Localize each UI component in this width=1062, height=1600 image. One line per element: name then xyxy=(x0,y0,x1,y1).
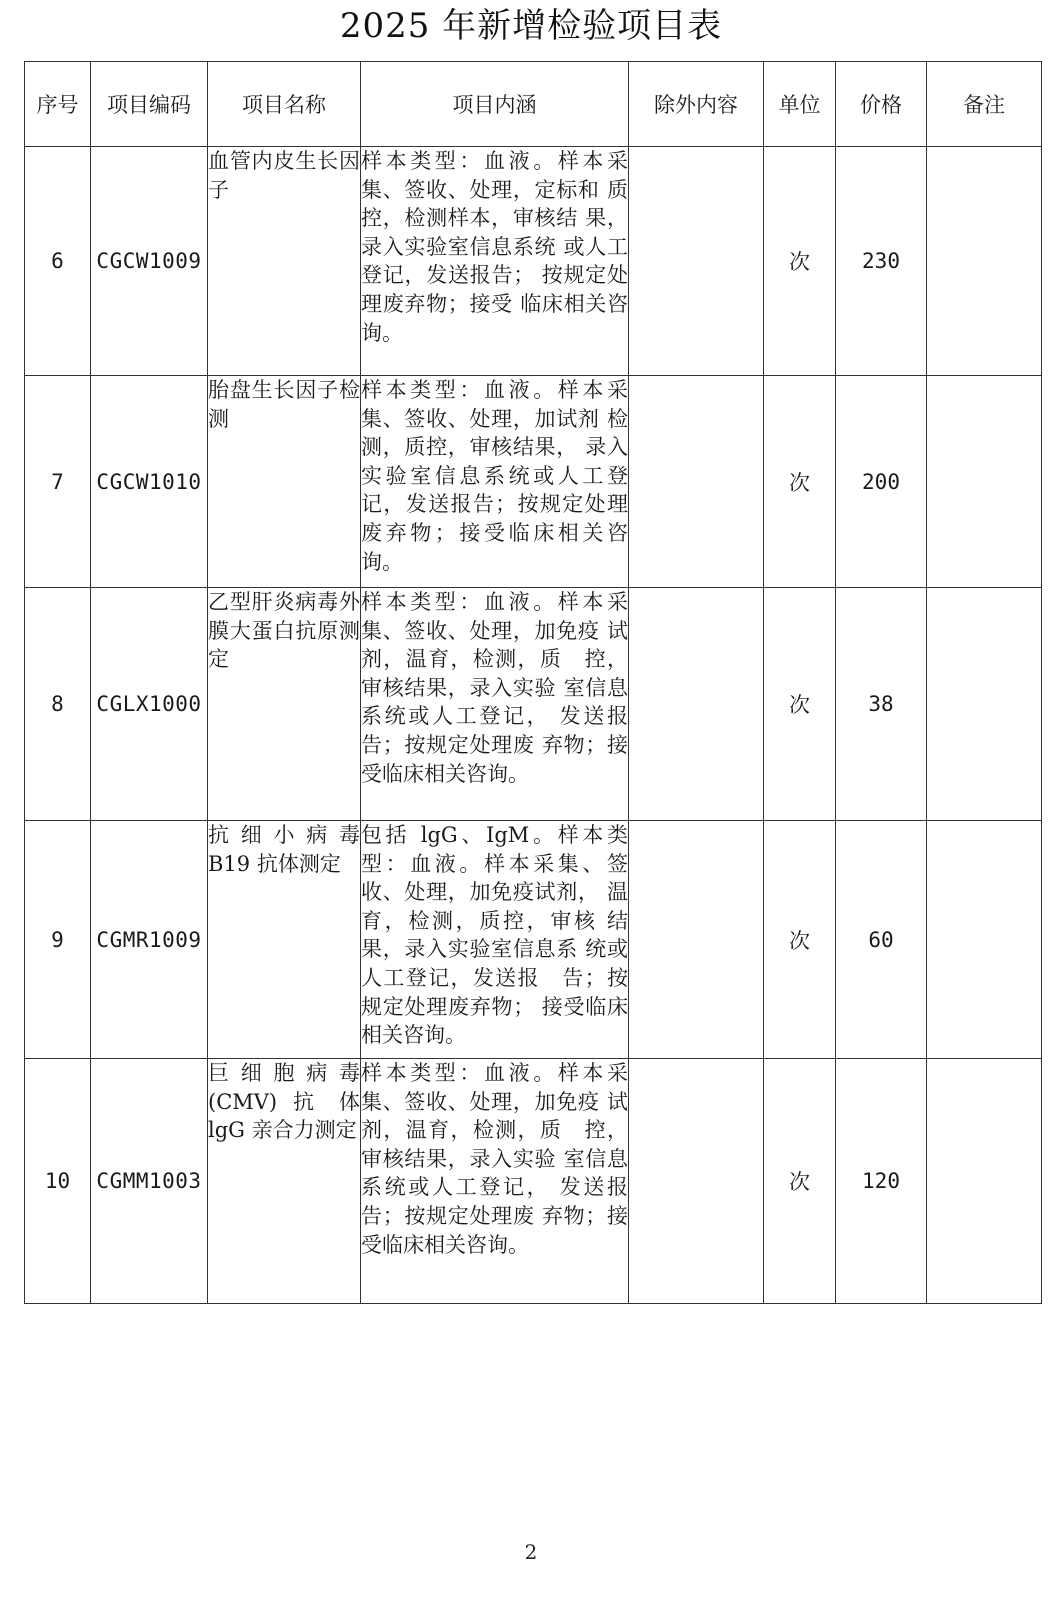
cell-name: 胎盘生长因子检测 xyxy=(208,376,361,588)
table-row xyxy=(25,147,1042,376)
cell-price: 38 xyxy=(836,588,927,821)
cell-no: 7 xyxy=(25,376,91,588)
cell-code: CGMR1009 xyxy=(91,821,208,1059)
cell-content: 样本类型：血液。样本采集、签收、处理，加免疫 试剂，温育，检测，质 控，审核结果，录入实验 室信息系统或人工登记， 发送报告；按规定处理废 弃物；接受临床相关咨询。 xyxy=(361,1059,629,1304)
cell-remarks xyxy=(927,588,1042,821)
cell-name: 抗细小病毒 B19 抗体测定 xyxy=(208,821,361,1059)
table-row xyxy=(25,821,1042,1059)
cell-no: 10 xyxy=(25,1059,91,1304)
header-content: 项目内涵 xyxy=(361,62,629,147)
cell-content: 样本类型：血液。样本采集、签收、处理，加免疫 试剂，温育，检测，质 控，审核结果，录入实验 室信息系统或人工登记， 发送报告；按规定处理废 弃物；接受临床相关咨询。 xyxy=(361,588,629,821)
cell-exclusions xyxy=(629,1059,764,1304)
cell-code: CGCW1009 xyxy=(91,147,208,376)
cell-content: 包括 lgG、IgM。样本类型：血液。样本采集、签收、处理，加免疫试剂， 温育，检测，质控，审核 结果，录入实验室信息系 统或人工登记，发送报 告；按规定处理废弃物； 接受临床相关咨询。 xyxy=(361,821,629,1059)
cell-name: 血管内皮生长因子 xyxy=(208,147,361,376)
header-code: 项目编码 xyxy=(91,62,208,147)
cell-unit: 次 xyxy=(764,588,836,821)
header-exclusions: 除外内容 xyxy=(629,62,764,147)
page-title: 2025 年新增检验项目表 xyxy=(339,6,723,46)
cell-content: 样本类型：血液。样本采集、签收、处理，定标和 质控，检测样本，审核结 果，录入实验室信息系统 或人工登记，发送报告； 按规定处理废弃物；接受 临床相关咨询。 xyxy=(361,147,629,376)
cell-unit: 次 xyxy=(764,1059,836,1304)
cell-content: 样本类型：血液。样本采集、签收、处理，加试剂 检测，质控，审核结果， 录入实验室信息系统或人工登记，发送报告；按规定处理废弃物；接受临床相关咨询。 xyxy=(361,376,629,588)
table-row xyxy=(25,588,1042,821)
cell-exclusions xyxy=(629,376,764,588)
table-row xyxy=(25,376,1042,588)
cell-code: CGCW1010 xyxy=(91,376,208,588)
table-header-row xyxy=(25,62,1042,147)
header-remarks: 备注 xyxy=(927,62,1042,147)
cell-price: 60 xyxy=(836,821,927,1059)
cell-code: CGLX1000 xyxy=(91,588,208,821)
header-unit: 单位 xyxy=(764,62,836,147)
cell-no: 8 xyxy=(25,588,91,821)
cell-price: 230 xyxy=(836,147,927,376)
cell-exclusions xyxy=(629,821,764,1059)
cell-exclusions xyxy=(629,588,764,821)
cell-name: 乙型肝炎病毒外膜大蛋白抗原测定 xyxy=(208,588,361,821)
cell-name: 巨细胞病毒(CMV) 抗 体 lgG 亲合力测定 xyxy=(208,1059,361,1304)
header-name: 项目名称 xyxy=(208,62,361,147)
cell-unit: 次 xyxy=(764,147,836,376)
cell-no: 9 xyxy=(25,821,91,1059)
cell-unit: 次 xyxy=(764,821,836,1059)
cell-code: CGMM1003 xyxy=(91,1059,208,1304)
header-price: 价格 xyxy=(836,62,927,147)
table-row xyxy=(25,1059,1042,1304)
cell-remarks xyxy=(927,821,1042,1059)
cell-remarks xyxy=(927,147,1042,376)
inspection-items-table xyxy=(24,61,1042,1304)
cell-price: 200 xyxy=(836,376,927,588)
cell-price: 120 xyxy=(836,1059,927,1304)
header-no: 序号 xyxy=(25,62,91,147)
cell-unit: 次 xyxy=(764,376,836,588)
cell-remarks xyxy=(927,376,1042,588)
cell-remarks xyxy=(927,1059,1042,1304)
cell-exclusions xyxy=(629,147,764,376)
page-number: 2 xyxy=(524,1540,538,1564)
cell-no: 6 xyxy=(25,147,91,376)
